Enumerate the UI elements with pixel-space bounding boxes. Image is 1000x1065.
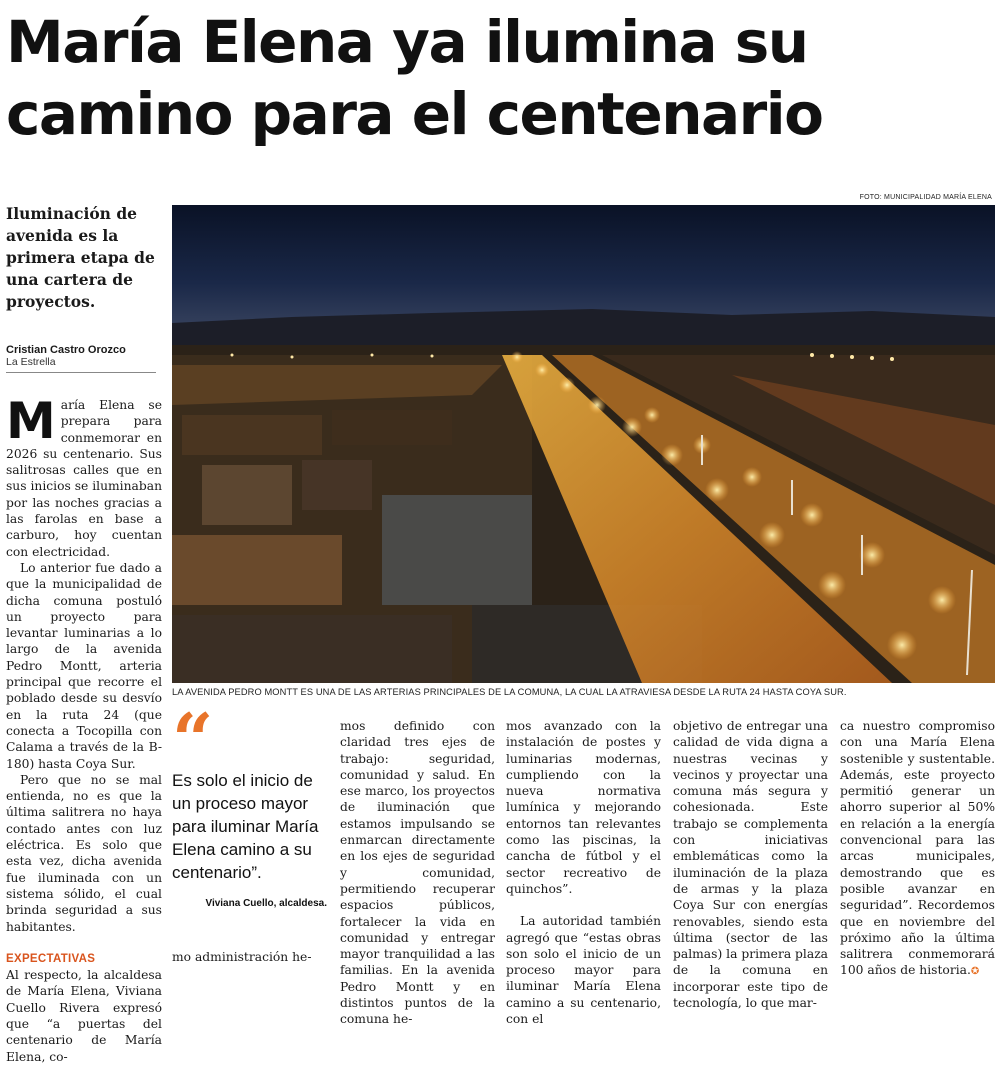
paragraph-4: Al respecto, la alcaldesa de María Elena, Viviana Cuello Rivera expresó que “a puertas del centenario de María Elena, co- (6, 968, 162, 1064)
article-column-1 (6, 392, 162, 1065)
paragraph-3: Pero que no se mal entienda, no es que la última salitrera no haya contado antes con luz eléctrica. Es solo que esta vez, dicha avenida fue iluminada con un sistema sólido, el cual brinda seguridad a sus habitantes. (6, 772, 162, 934)
photo-illustration (172, 205, 995, 683)
drop-cap: M (6, 392, 56, 450)
paragraph-col5: objetivo de entregar una calidad de vida digna a nuestras vecinas y vecinos y proyectar una comuna más segura y cohesionada. Este trabajo se complementa con iniciativas emblemáticas como la iluminación de la plaza de armas y la plaza Coya Sur con energías renovables, siendo esta última (sector de las palmas) la primera plaza de la comuna en incorporar este tipo de tecnología, lo que mar- (673, 719, 829, 1011)
section-subhead: EXPECTATIVAS (6, 952, 96, 965)
headline (6, 6, 996, 150)
article-column-3 (340, 718, 495, 1028)
pull-quote (172, 697, 327, 909)
end-star-icon: ✪ (970, 966, 980, 978)
paragraph-col3: mos definido con claridad tres ejes de trabajo: seguridad, comunidad y salud. En ese marco, los proyectos de iluminación que estamos impulsando se enmarcan directamente en los ejes de seguridad y comunidad, permitiendo recuperar espacios públicos, fortalecer la vida en comunidad y entregar mayor tranquilidad a las familias. En la avenida Pedro Montt y en distintos puntos de la comuna he- (340, 719, 495, 1027)
deck-subtitle: Iluminación de avenida es la primera etapa de una cartera de proyectos. (6, 204, 155, 311)
headline-line-1: María Elena ya ilumina su (6, 8, 808, 76)
byline-outlet: La Estrella (6, 356, 56, 368)
paragraph-col6: ca nuestro compromiso con una María Elena sostenible y sustentable. Además, este proyecto permitió generar un ahorro superior al 50% en relación a la energía convencional para las arcas municipales, demostrando que es posible avanzar en seguridad”. Recordemos que en noviembre del próximo año la última salitrera conmemorará 100 años de historia.✪ (840, 719, 995, 978)
pull-quote-text: Es solo el inicio de un proceso mayor para iluminar María Elena camino a su centenario”. (172, 771, 319, 882)
column-2-continuation: mo administración he- (172, 950, 312, 964)
quote-mark-icon: “ (172, 697, 214, 782)
pull-quote-author: Viviana Cuello, alcaldesa. (205, 898, 327, 909)
night-avenue-photo (172, 205, 995, 683)
photo-caption: LA AVENIDA PEDRO MONTT ES UNA DE LAS ARTERIAS PRINCIPALES DE LA COMUNA, LA CUAL LA ATRAVIESA DESDE LA RUTA 24 HASTA COYA SUR. (172, 687, 847, 697)
article-column-4 (506, 718, 661, 1027)
paragraph-1: María Elena se prepara para conmemorar en 2026 su centenario. Sus salitrosas calles que en sus inicios se iluminaban por las noches gracias a las farolas en base a carburo, hoy cuentan con electricidad. (6, 392, 162, 559)
paragraph-2: Lo anterior fue dado a que la municipalidad de dicha comuna postuló un proyecto para levantar luminarias a lo largo de la avenida Pedro Montt, arteria principal que recorre el poblado desde su desvío en la ruta 24 (que conecta a Tocopilla con Calama a través de la B-180) hasta Coya Sur. (6, 560, 162, 771)
byline (6, 344, 156, 373)
paragraph-col4a: mos avanzado con la instalación de postes y luminarias modernas, cumpliendo con la nueva normativa lumínica y mejorando entornos tan relevantes como las piscinas, la cancha de fútbol y el sector recreativo de quinchos”. (506, 719, 661, 896)
article-column-6 (840, 718, 995, 981)
article-column-5 (673, 718, 828, 1011)
paragraph-col4b: La autoridad también agregó que “estas obras son solo el inicio de un proceso mayor para iluminar María Elena camino a su centenario, con el (506, 914, 661, 1027)
photo-credit: FOTO: MUNICIPALIDAD MARÍA ELENA (859, 194, 992, 201)
headline-line-2: camino para el centenario (6, 80, 823, 148)
byline-author: Cristian Castro Orozco (6, 344, 126, 356)
